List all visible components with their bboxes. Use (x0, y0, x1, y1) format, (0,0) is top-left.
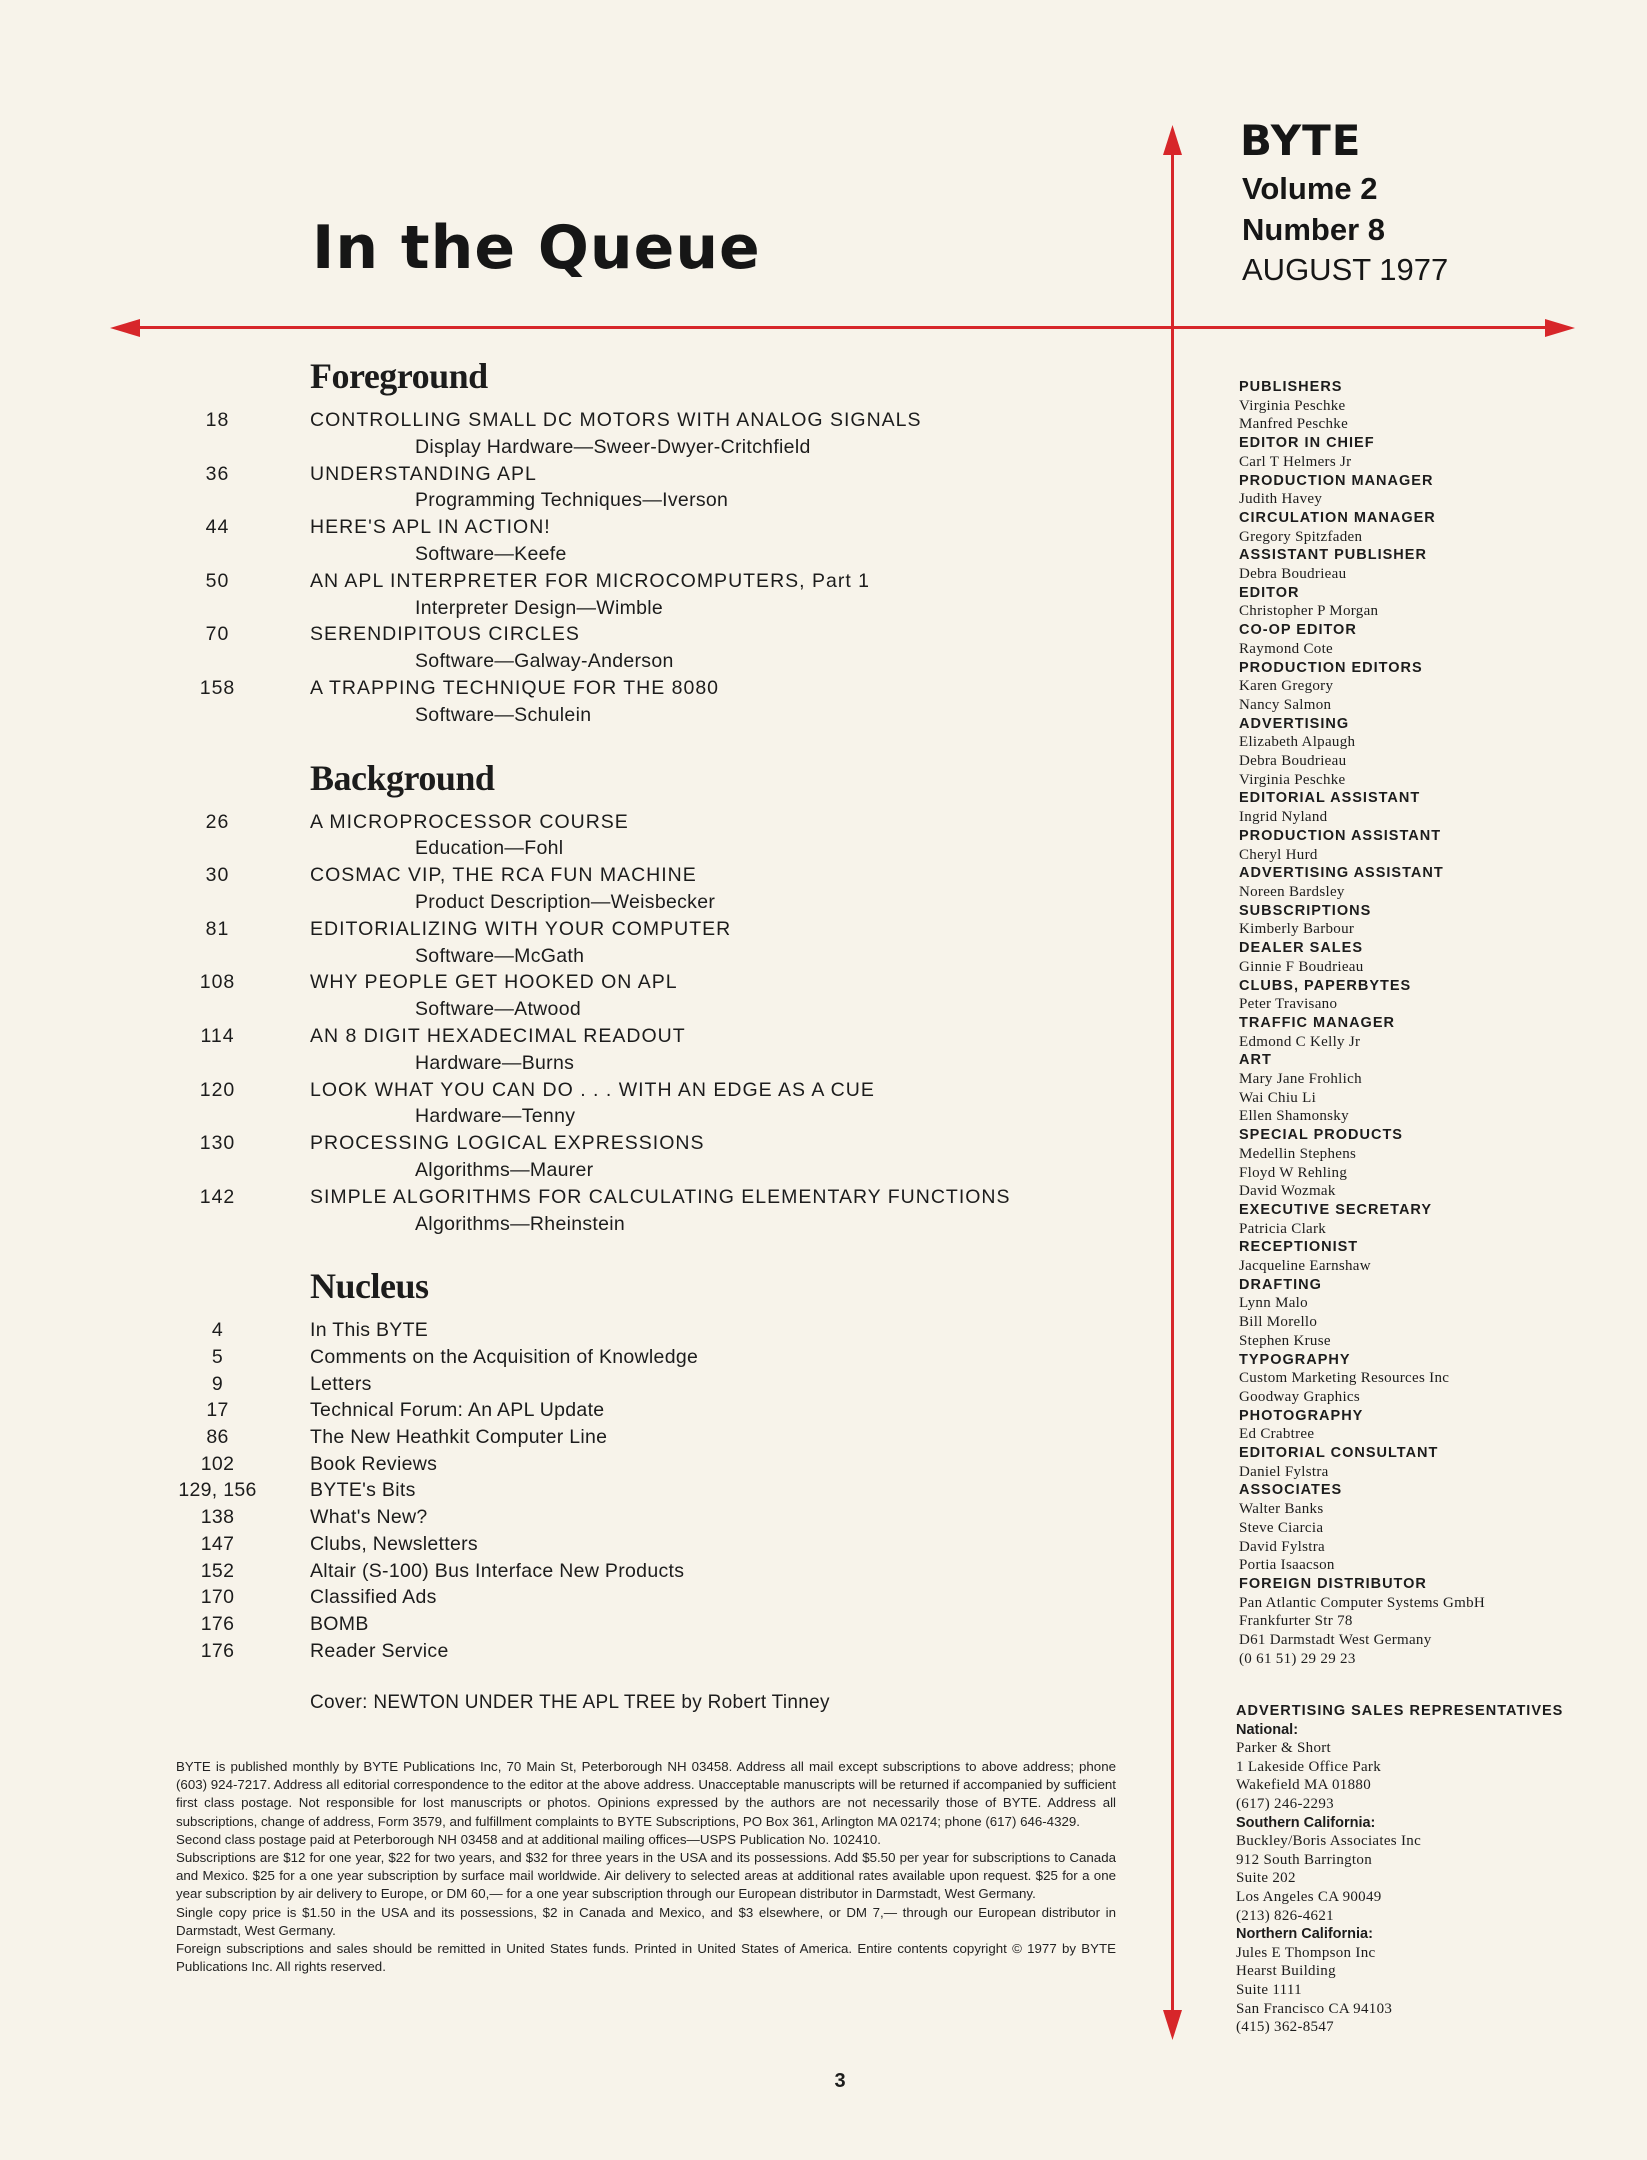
staff-name: Medellin Stephens (1239, 1145, 1357, 1162)
toc-department-title: BYTE's Bits (310, 1479, 416, 1502)
toc-page-number: 44 (205, 516, 230, 539)
staff-name: Ed Crabtree (1239, 1426, 1315, 1443)
staff-name: Walter Banks (1239, 1501, 1324, 1518)
toc-page-number: 170 (200, 1586, 235, 1609)
toc-page-number: 86 (206, 1426, 229, 1449)
toc-article-title: COSMAC VIP, THE RCA FUN MACHINE (310, 864, 697, 887)
publishing-paragraph: BYTE is published monthly by BYTE Publications Inc, 70 Main St, Peterborough NH 03458. Address all mail except subscriptions to above address; phone (603) 924-7217. Address all editorial correspondence to the editor at the above address. Unacceptable manuscripts will be returned if accompanied by sufficient first class postage. Not responsible for lost manuscripts or photos. Opinions expressed by the authors are not necessarily those of BYTE. Address all subscriptions, change of address, Form 3579, and fulfillment complaints to BYTE Subscriptions, PO Box 361, Arlington MA 02174; phone (617) 646-4329. (176, 1759, 1116, 1829)
staff-role: ART (1239, 1052, 1272, 1069)
staff-role: PUBLISHERS (1239, 379, 1343, 395)
staff-name: Custom Marketing Resources Inc (1239, 1370, 1450, 1387)
left-arrow-icon (110, 317, 140, 339)
staff-role: DEALER SALES (1239, 940, 1363, 957)
toc-entry (160, 621, 1060, 648)
publishing-paragraph: Foreign subscriptions and sales should be remitted in United States funds. Printed in United States of America. Entire contents copyright © 1977 by BYTE Publications Inc. All rights reserved. (176, 1941, 1116, 1975)
toc-article-title: A TRAPPING TECHNIQUE FOR THE 8080 (310, 676, 720, 699)
toc-department-title: Book Reviews (310, 1452, 438, 1475)
toc-page-number: 17 (206, 1399, 229, 1422)
staff-role: TRAFFIC MANAGER (1239, 1014, 1395, 1031)
toc-page-number: 138 (200, 1506, 235, 1529)
staff-name: Floyd W Rehling (1239, 1164, 1348, 1181)
staff-name: Christopher P Morgan (1239, 603, 1379, 620)
toc-department-author: Software—Schulein (415, 703, 592, 726)
toc-page-number: 176 (200, 1639, 235, 1662)
toc-article-title: UNDERSTANDING APL (310, 462, 537, 485)
toc-entry (160, 1558, 1060, 1585)
staff-name: (0 61 51) 29 29 23 (1239, 1650, 1356, 1667)
toc-entry (160, 1397, 1060, 1424)
staff-name: Cheryl Hurd (1239, 846, 1318, 863)
ad-rep-line: Parker & Short (1236, 1740, 1332, 1757)
toc-entry (160, 1424, 1060, 1451)
toc-page-number: 142 (199, 1185, 236, 1208)
toc-department-title: Classified Ads (310, 1586, 437, 1609)
ad-rep-line: Suite 202 (1236, 1870, 1296, 1887)
staff-name: Bill Morello (1239, 1314, 1318, 1331)
staff-role: SUBSCRIPTIONS (1239, 902, 1372, 919)
toc-article-title: SERENDIPITOUS CIRCLES (310, 623, 580, 646)
up-arrow-icon (1161, 125, 1184, 155)
issue-date: AUGUST 1977 (1242, 252, 1449, 287)
staff-name: Noreen Bardsley (1239, 883, 1345, 900)
toc-page-number: 147 (200, 1532, 235, 1555)
staff-name: Ginnie F Boudrieau (1239, 958, 1364, 975)
toc-article-title: SIMPLE ALGORITHMS FOR CALCULATING ELEMENTARY FUNCTIONS (310, 1185, 1011, 1208)
toc-page-number: 18 (205, 409, 230, 431)
staff-name: Nancy Salmon (1239, 696, 1332, 713)
staff-role: DRAFTING (1239, 1276, 1322, 1293)
toc-entry (160, 809, 1060, 836)
toc-department-title: Letters (310, 1372, 372, 1395)
staff-name: Wai Chiu Li (1239, 1089, 1317, 1106)
foreground-list (160, 407, 1060, 729)
toc-department-title: Comments on the Acquisition of Knowledge (310, 1346, 699, 1368)
staff-name: Kimberly Barbour (1239, 921, 1355, 938)
section-heading-background: Background (310, 757, 495, 798)
staff-name: Daniel Fylstra (1239, 1463, 1329, 1480)
toc-article-title: EDITORIALIZING WITH YOUR COMPUTER (310, 917, 732, 940)
toc-article-title: HERE'S APL IN ACTION! (310, 516, 551, 539)
ad-rep-line: San Francisco CA 94103 (1236, 2000, 1393, 2017)
toc-page-number: 152 (200, 1559, 235, 1582)
toc-entry (160, 1584, 1060, 1611)
staff-role: CIRCULATION MANAGER (1239, 509, 1436, 526)
toc-article-title: LOOK WHAT YOU CAN DO . . . WITH AN EDGE AS A CUE (310, 1078, 875, 1101)
staff-role: ADVERTISING (1239, 715, 1350, 732)
toc-department-author: Algorithms—Maurer (415, 1158, 594, 1181)
staff-name: Elizabeth Alpaugh (1239, 734, 1356, 751)
right-arrow-icon (1545, 317, 1575, 339)
toc-department-author: Interpreter Design—Wimble (415, 596, 664, 619)
toc-entry (160, 1344, 1060, 1371)
toc-page-number: 70 (205, 623, 230, 646)
section-heading-nucleus: Nucleus (310, 1266, 429, 1307)
toc-entry (160, 1451, 1060, 1478)
toc-entry (160, 1317, 1060, 1344)
staff-role: CO-OP EDITOR (1239, 622, 1357, 639)
staff-role: EDITOR IN CHIEF (1239, 435, 1375, 452)
publishing-paragraph: Subscriptions are $12 for one year, $22 for two years, and $32 for three years in the USA and its possessions. Add $5.50 per year for subscriptions to Canada and Mexico. $25 for a one year subscription by surface mail worldwide. Air delivery to selected areas at additional rates available upon request. $25 for a one year subscription by air delivery to Europe, or DM 60,— for a one year subscription through our European distributor in Darmstadt, West Germany. (176, 1850, 1116, 1902)
publishing-paragraph: Second class postage paid at Peterborough NH 03458 and at additional mailing offices—USPS Publication No. 102410. (176, 1831, 881, 1847)
toc-entry (160, 1023, 1060, 1050)
staff-name: Manfred Peschke (1239, 416, 1349, 433)
publishing-paragraph: Single copy price is $1.50 in the USA and its possessions, $2 in Canada and Mexico, and $3 elsewhere, or DM 7,— through our European distributor in Darmstadt, West Germany. (176, 1904, 1116, 1938)
toc-page-number: 176 (200, 1612, 235, 1635)
staff-name: Goodway Graphics (1239, 1388, 1361, 1405)
toc-page-number: 129, 156 (178, 1479, 257, 1502)
staff-name: Patricia Clark (1239, 1220, 1327, 1237)
toc-entry (160, 1184, 1060, 1211)
toc-department-title: In This BYTE (310, 1319, 429, 1342)
toc-department-author: Software—Atwood (415, 998, 581, 1021)
toc-entry (160, 568, 1060, 595)
ad-rep-line: (617) 246-2293 (1236, 1795, 1334, 1812)
ad-reps-heading: ADVERTISING SALES REPRESENTATIVES (1236, 1703, 1564, 1719)
toc-entry (160, 461, 1060, 488)
staff-name: Gregory Spitzfaden (1239, 528, 1363, 545)
toc-page-number: 5 (211, 1346, 224, 1368)
cover-credit: Cover: NEWTON UNDER THE APL TREE by Robert Tinney (310, 1692, 830, 1714)
toc-department-author: Programming Techniques—Iverson (415, 489, 729, 512)
ad-rep-line: Wakefield MA 01880 (1236, 1777, 1372, 1794)
toc-entry (160, 1638, 1060, 1665)
staff-name: Virginia Peschke (1239, 397, 1346, 414)
ad-rep-line: Hearst Building (1236, 1963, 1336, 1980)
staff-name: Ingrid Nyland (1239, 809, 1328, 826)
publishing-info (176, 1758, 1116, 1976)
ad-rep-line: (213) 826-4621 (1236, 1907, 1334, 1924)
staff-role: SPECIAL PRODUCTS (1239, 1127, 1403, 1144)
ad-rep-line: 912 South Barrington (1236, 1851, 1372, 1868)
staff-role: ADVERTISING ASSISTANT (1239, 865, 1444, 882)
ad-rep-line: Jules E Thompson Inc (1236, 1944, 1376, 1961)
staff-role: EDITORIAL ASSISTANT (1239, 790, 1421, 807)
vertical-rule (1171, 150, 1174, 2030)
toc-entry (160, 1130, 1060, 1157)
staff-name: Judith Havey (1239, 491, 1323, 508)
toc-page-number: 4 (211, 1319, 224, 1342)
ad-rep-region: National: (1236, 1721, 1299, 1738)
ad-rep-line: Los Angeles CA 90049 (1236, 1888, 1382, 1905)
staff-name: David Wozmak (1239, 1183, 1336, 1200)
toc-department-title: BOMB (310, 1612, 369, 1635)
staff-name: Debra Boudrieau (1239, 753, 1347, 770)
nucleus-list (160, 1317, 1060, 1664)
ad-rep-region: Northern California: (1236, 1926, 1373, 1943)
toc-department-title: What's New? (310, 1506, 428, 1529)
staff-role: PRODUCTION ASSISTANT (1239, 827, 1442, 844)
staff-role: PRODUCTION EDITORS (1239, 659, 1423, 676)
toc-page-number: 114 (200, 1024, 235, 1047)
toc-department-author: Software—Keefe (415, 542, 567, 565)
toc-page-number: 36 (205, 462, 230, 485)
toc-department-author: Education—Fohl (415, 837, 564, 860)
toc-page-number: 9 (211, 1372, 224, 1395)
number-label: Number 8 (1242, 212, 1385, 247)
staff-name: Ellen Shamonsky (1239, 1108, 1349, 1125)
page-title: In the Queue (312, 213, 761, 283)
toc-department-title: Technical Forum: An APL Update (310, 1399, 605, 1422)
toc-article-title: AN 8 DIGIT HEXADECIMAL READOUT (310, 1024, 686, 1047)
staff-name: Portia Isaacson (1239, 1557, 1335, 1574)
toc-entry (160, 1531, 1060, 1558)
ad-rep-line: 1 Lakeside Office Park (1236, 1758, 1382, 1775)
toc-entry (160, 1371, 1060, 1398)
toc-article-title: PROCESSING LOGICAL EXPRESSIONS (310, 1132, 705, 1155)
staff-name: Debra Boudrieau (1239, 566, 1347, 583)
down-arrow-icon (1161, 2010, 1184, 2040)
staff-name: Pan Atlantic Computer Systems GmbH (1239, 1594, 1486, 1611)
toc-article-title: AN APL INTERPRETER FOR MICROCOMPUTERS, Part 1 (310, 569, 871, 592)
toc-entry (160, 407, 1060, 434)
staff-role: EXECUTIVE SECRETARY (1239, 1201, 1433, 1218)
staff-role: PHOTOGRAPHY (1239, 1407, 1364, 1424)
section-heading-foreground: Foreground (310, 356, 488, 396)
horizontal-rule (135, 326, 1555, 329)
toc-department-title: Clubs, Newsletters (310, 1532, 478, 1555)
staff-name: Frankfurter Str 78 (1239, 1613, 1353, 1630)
staff-name: Virginia Peschke (1239, 771, 1346, 788)
ad-rep-line: Buckley/Boris Associates Inc (1236, 1833, 1422, 1850)
toc-entry (160, 675, 1060, 702)
staff-name: Jacqueline Earnshaw (1239, 1258, 1371, 1275)
toc-page-number: 26 (205, 810, 230, 833)
staff-name: Steve Ciarcia (1239, 1519, 1324, 1536)
toc-article-title: WHY PEOPLE GET HOOKED ON APL (310, 971, 678, 994)
staff-name: Peter Travisano (1239, 996, 1338, 1013)
toc-department-author: Product Description—Weisbecker (415, 890, 716, 913)
staff-name: Raymond Cote (1239, 640, 1334, 657)
toc-entry (160, 1477, 1060, 1504)
toc-entry (160, 1077, 1060, 1104)
toc-entry (160, 514, 1060, 541)
toc-article-title: CONTROLLING SMALL DC MOTORS WITH ANALOG SIGNALS (310, 409, 922, 431)
toc-page-number: 158 (199, 676, 236, 699)
volume-label: Volume 2 (1242, 171, 1378, 206)
staff-role: PRODUCTION MANAGER (1239, 472, 1434, 489)
staff-role: ASSISTANT PUBLISHER (1239, 547, 1427, 564)
page-number: 3 (834, 2070, 846, 2092)
staff-name: Edmond C Kelly Jr (1239, 1033, 1361, 1050)
staff-name: Stephen Kruse (1239, 1332, 1331, 1349)
toc-department-title: Reader Service (310, 1639, 449, 1662)
staff-name: Lynn Malo (1239, 1295, 1308, 1312)
staff-role: FOREIGN DISTRIBUTOR (1239, 1576, 1427, 1592)
toc-page-number: 81 (205, 917, 230, 940)
toc-department-author: Algorithms—Rheinstein (415, 1212, 626, 1235)
ad-rep-line: (415) 362-8547 (1236, 2019, 1334, 2036)
toc-department-author: Software—McGath (415, 944, 585, 967)
staff-masthead (1239, 378, 1619, 1669)
toc-entry (160, 916, 1060, 943)
toc-page-number: 50 (205, 569, 230, 592)
staff-name: D61 Darmstadt West Germany (1239, 1632, 1432, 1649)
toc-department-author: Software—Galway-Anderson (415, 650, 674, 673)
staff-role: EDITORIAL CONSULTANT (1239, 1445, 1439, 1462)
toc-page-number: 102 (200, 1452, 235, 1475)
toc-entry (160, 969, 1060, 996)
toc-department-author: Hardware—Tenny (415, 1105, 576, 1128)
toc-department-author: Display Hardware—Sweer-Dwyer-Critchfield (415, 435, 811, 458)
staff-role: RECEPTIONIST (1239, 1239, 1359, 1256)
staff-role: EDITOR (1239, 584, 1300, 601)
toc-entry (160, 862, 1060, 889)
staff-role: CLUBS, PAPERBYTES (1239, 977, 1412, 994)
toc-department-author: Hardware—Burns (415, 1051, 575, 1074)
toc-entry (160, 1504, 1060, 1531)
staff-name: David Fylstra (1239, 1538, 1325, 1555)
table-of-contents (160, 355, 1060, 1714)
toc-page-number: 130 (199, 1132, 236, 1155)
background-list (160, 809, 1060, 1238)
toc-department-title: Altair (S-100) Bus Interface New Products (310, 1559, 685, 1582)
staff-role: ASSOCIATES (1239, 1482, 1343, 1499)
staff-role: TYPOGRAPHY (1239, 1351, 1351, 1368)
ad-reps-list (1236, 1721, 1636, 2037)
toc-entry (160, 1611, 1060, 1638)
ad-rep-region: Southern California: (1236, 1814, 1376, 1831)
staff-name: Carl T Helmers Jr (1239, 453, 1352, 470)
staff-name: Karen Gregory (1239, 678, 1334, 695)
toc-article-title: A MICROPROCESSOR COURSE (310, 810, 629, 833)
toc-page-number: 120 (199, 1078, 236, 1101)
toc-department-title: The New Heathkit Computer Line (310, 1426, 608, 1449)
toc-page-number: 108 (199, 971, 236, 994)
ad-sales-representatives (1236, 1702, 1636, 2037)
byte-logo: BYTE (1240, 116, 1362, 165)
staff-name: Mary Jane Frohlich (1239, 1071, 1362, 1088)
toc-page-number: 30 (205, 864, 230, 887)
ad-rep-line: Suite 1111 (1236, 1981, 1302, 1998)
